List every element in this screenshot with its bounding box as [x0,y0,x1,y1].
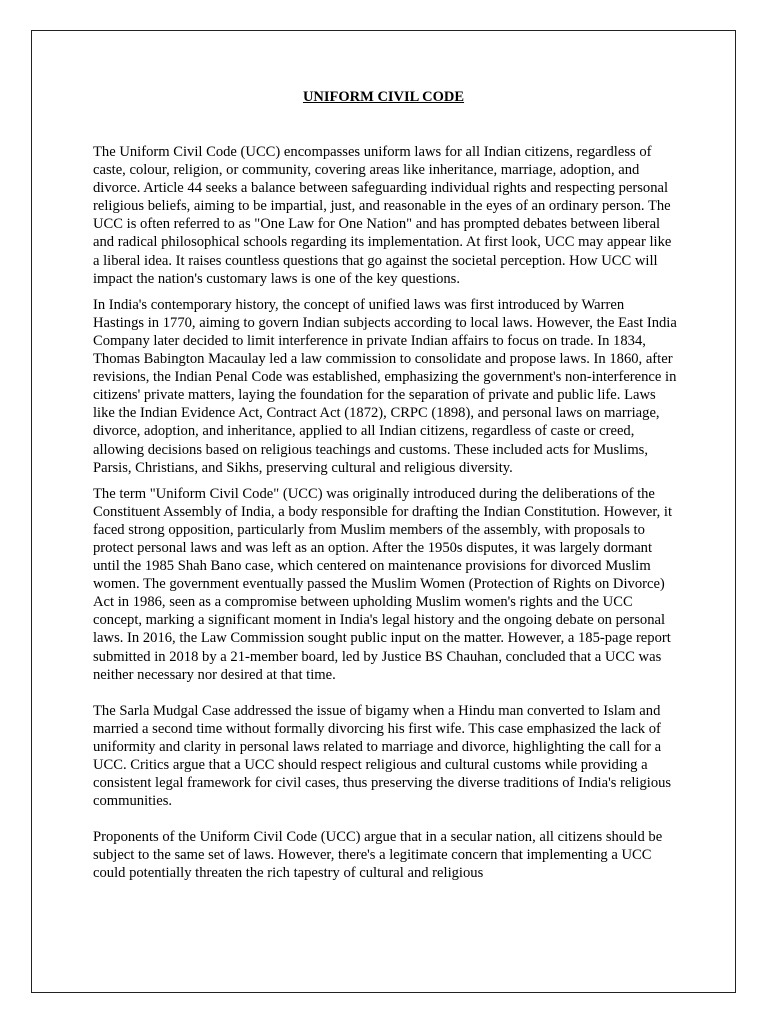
document-title: UNIFORM CIVIL CODE [302,89,465,105]
paragraph-sarla-mudgal: The Sarla Mudgal Case addressed the issue of bigamy when a Hindu man converted to Islam and married a second time without formally divorcing his first wife. This case emphasized the lack of uniformity and clarity in personal laws related to marriage and divorce, highlighting the call for a UCC. Critics argue that a UCC should respect religious and cultural customs while providing a consistent legal framework for civil cases, thus preserving the diverse traditions of India's religious communities. [93,702,672,810]
paragraph-history: In India's contemporary history, the concept of unified laws was first introduced by Warren Hastings in 1770, aiming to govern Indian subjects according to local laws. However, the East India Company later decided to limit interference in private Indian affairs to focus on trade. In 1834, Thomas Babington Macaulay led a law commission to consolidate and propose laws. In 1860, after revisions, the Indian Penal Code was established, emphasizing the government's non-interference in citizens' private matters, laying the foundation for the separation of private and public life. Laws like the Indian Evidence Act, Contract Act (1872), CRPC (1898), and personal laws on marriage, divorce, adoption, and inheritance, applied to all Indian citizens, regardless of caste or creed, allowing decisions based on religious teachings and customs. These included acts for Muslims, Parsis, Christians, and Sikhs, preserving cultural and religious diversity. [93,296,677,476]
paragraph-intro: The Uniform Civil Code (UCC) encompasses uniform laws for all Indian citizens, regardless of caste, colour, religion, or community, covering areas like inheritance, marriage, adoption, and divorce. Article 44 seeks a balance between safeguarding individual rights and respecting personal religious beliefs, aiming to be impartial, just, and reasonable in the eyes of an ordinary person. The UCC is often referred to as "One Law for One Nation" and has prompted debates between liberal and radical philosophical schools regarding its implementation. At first look, UCC may appear like a liberal idea. It raises countless questions that go against the societal perception. How UCC will impact the nation's customary laws is one of the key questions. [93,144,672,287]
paragraph-proponents: Proponents of the Uniform Civil Code (UCC) argue that in a secular nation, all citizens should be subject to the same set of laws. However, there's a legitimate concern that implementing a UCC could potentially threaten the rich tapestry of cultural and religious [93,829,663,882]
document-page [31,30,736,993]
paragraph-constituent-assembly: The term "Uniform Civil Code" (UCC) was originally introduced during the deliberations of the Constituent Assembly of India, a body responsible for drafting the Indian Constitution. However, it faced strong opposition, particularly from Muslim members of the assembly, with proposals to protect personal laws and was left as an option. After the 1950s disputes, it was largely dormant until the 1985 Shah Bano case, which centered on maintenance provisions for divorced Muslim women. The government eventually passed the Muslim Women (Protection of Rights on Divorce) Act in 1986, seen as a compromise between upholding Muslim women's rights and the UCC concept, marking a significant moment in India's legal history and the ongoing debate on personal laws. In 2016, the Law Commission sought public input on the matter. However, a 185-page report submitted in 2018 by a 21-member board, led by Justice BS Chauhan, concluded that a UCC was neither necessary nor desired at that time. [93,485,673,683]
document-body [93,143,678,883]
